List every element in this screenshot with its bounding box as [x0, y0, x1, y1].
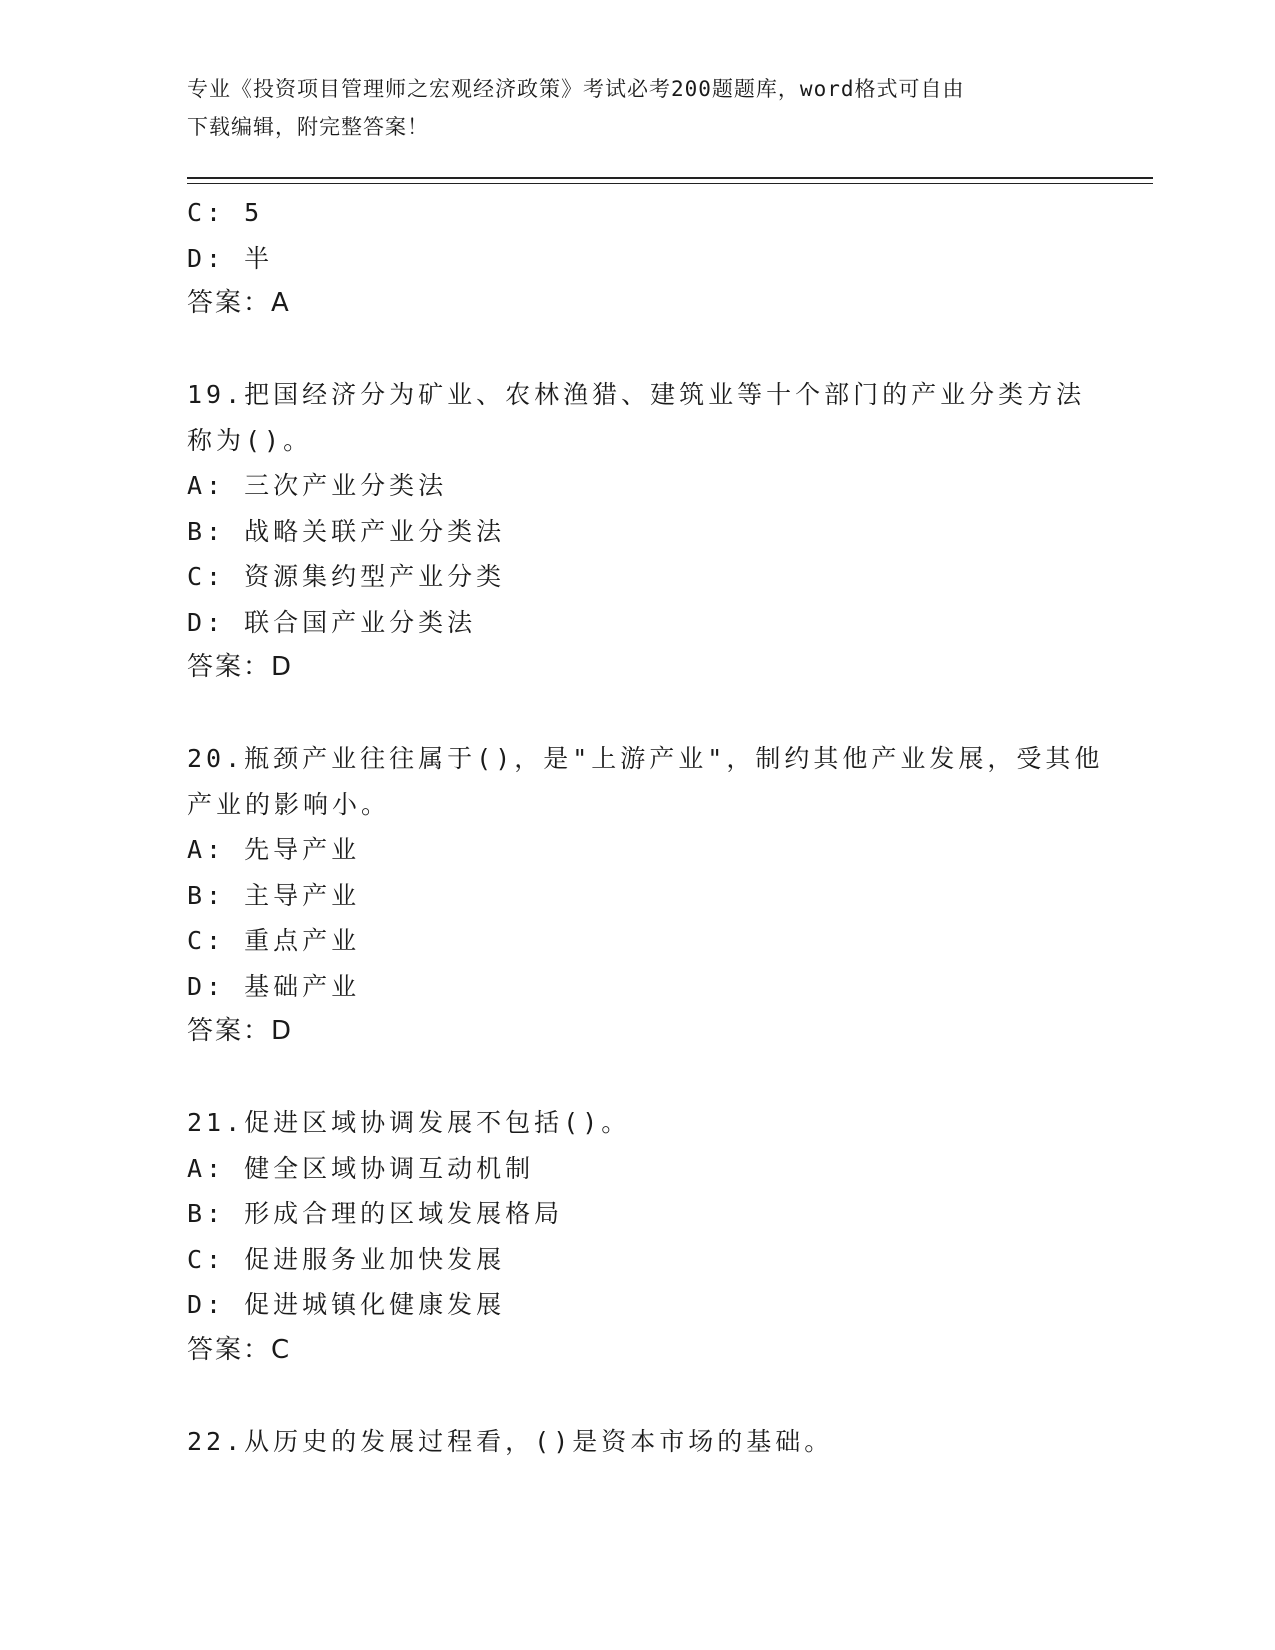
option-b: B: 主导产业 — [187, 880, 361, 910]
question-list — [187, 190, 1104, 1464]
header-rule-thin — [187, 183, 1153, 184]
spacer — [187, 1055, 1087, 1101]
option-b: B: 形成合理的区域发展格局 — [187, 1199, 564, 1228]
question-stem-cont: 产业的影响小。 — [187, 789, 391, 819]
option-d: D: 促进城镇化健康发展 — [187, 1290, 506, 1319]
option-d: D: 基础产业 — [187, 971, 361, 1001]
question-stem: 19.把国经济分为矿业、农林渔猎、建筑业等十个部门的产业分类方法 — [187, 380, 1086, 409]
header-line-1: 专业《投资项目管理师之宏观经济政策》考试必考200题题库，word格式可自由 — [187, 77, 965, 101]
question-stem: 20.瓶颈产业往往属于()，是"上游产业"，制约其他产业发展，受其他 — [187, 744, 1104, 773]
option-a: A: 健全区域协调互动机制 — [187, 1153, 535, 1183]
option-a: A: 先导产业 — [187, 835, 361, 864]
question-stem: 21.促进区域协调发展不包括()。 — [187, 1108, 631, 1137]
header-rule-thick — [187, 177, 1153, 179]
option-a: A: 三次产业分类法 — [187, 471, 448, 500]
option-c: C: 资源集约型产业分类 — [187, 562, 506, 591]
option-c: C: 促进服务业加快发展 — [187, 1244, 506, 1274]
option-d: D: 联合国产业分类法 — [187, 607, 477, 637]
answer: 答案：D — [187, 1016, 294, 1046]
question-stem-cont: 称为()。 — [187, 425, 313, 455]
document-header — [187, 70, 1087, 146]
header-line-2: 下载编辑，附完整答案！ — [187, 115, 429, 139]
question-22 — [187, 1419, 1087, 1465]
question-20 — [187, 736, 1104, 1055]
answer: 答案：C — [187, 1334, 292, 1365]
option-b: B: 战略关联产业分类法 — [187, 516, 506, 546]
answer: 答案：D — [187, 652, 294, 682]
question-21 — [187, 1100, 1087, 1373]
prev-answer: 答案：A — [187, 288, 291, 318]
spacer — [187, 327, 1087, 373]
question-19 — [187, 372, 1087, 691]
prev-option-d: D: 半 — [187, 243, 274, 273]
spacer — [187, 1373, 1087, 1419]
option-c: C: 重点产业 — [187, 926, 361, 955]
spacer — [187, 691, 1087, 737]
question-stem: 22.从历史的发展过程看，()是资本市场的基础。 — [187, 1426, 834, 1456]
prev-option-c: C: 5 — [187, 198, 264, 227]
